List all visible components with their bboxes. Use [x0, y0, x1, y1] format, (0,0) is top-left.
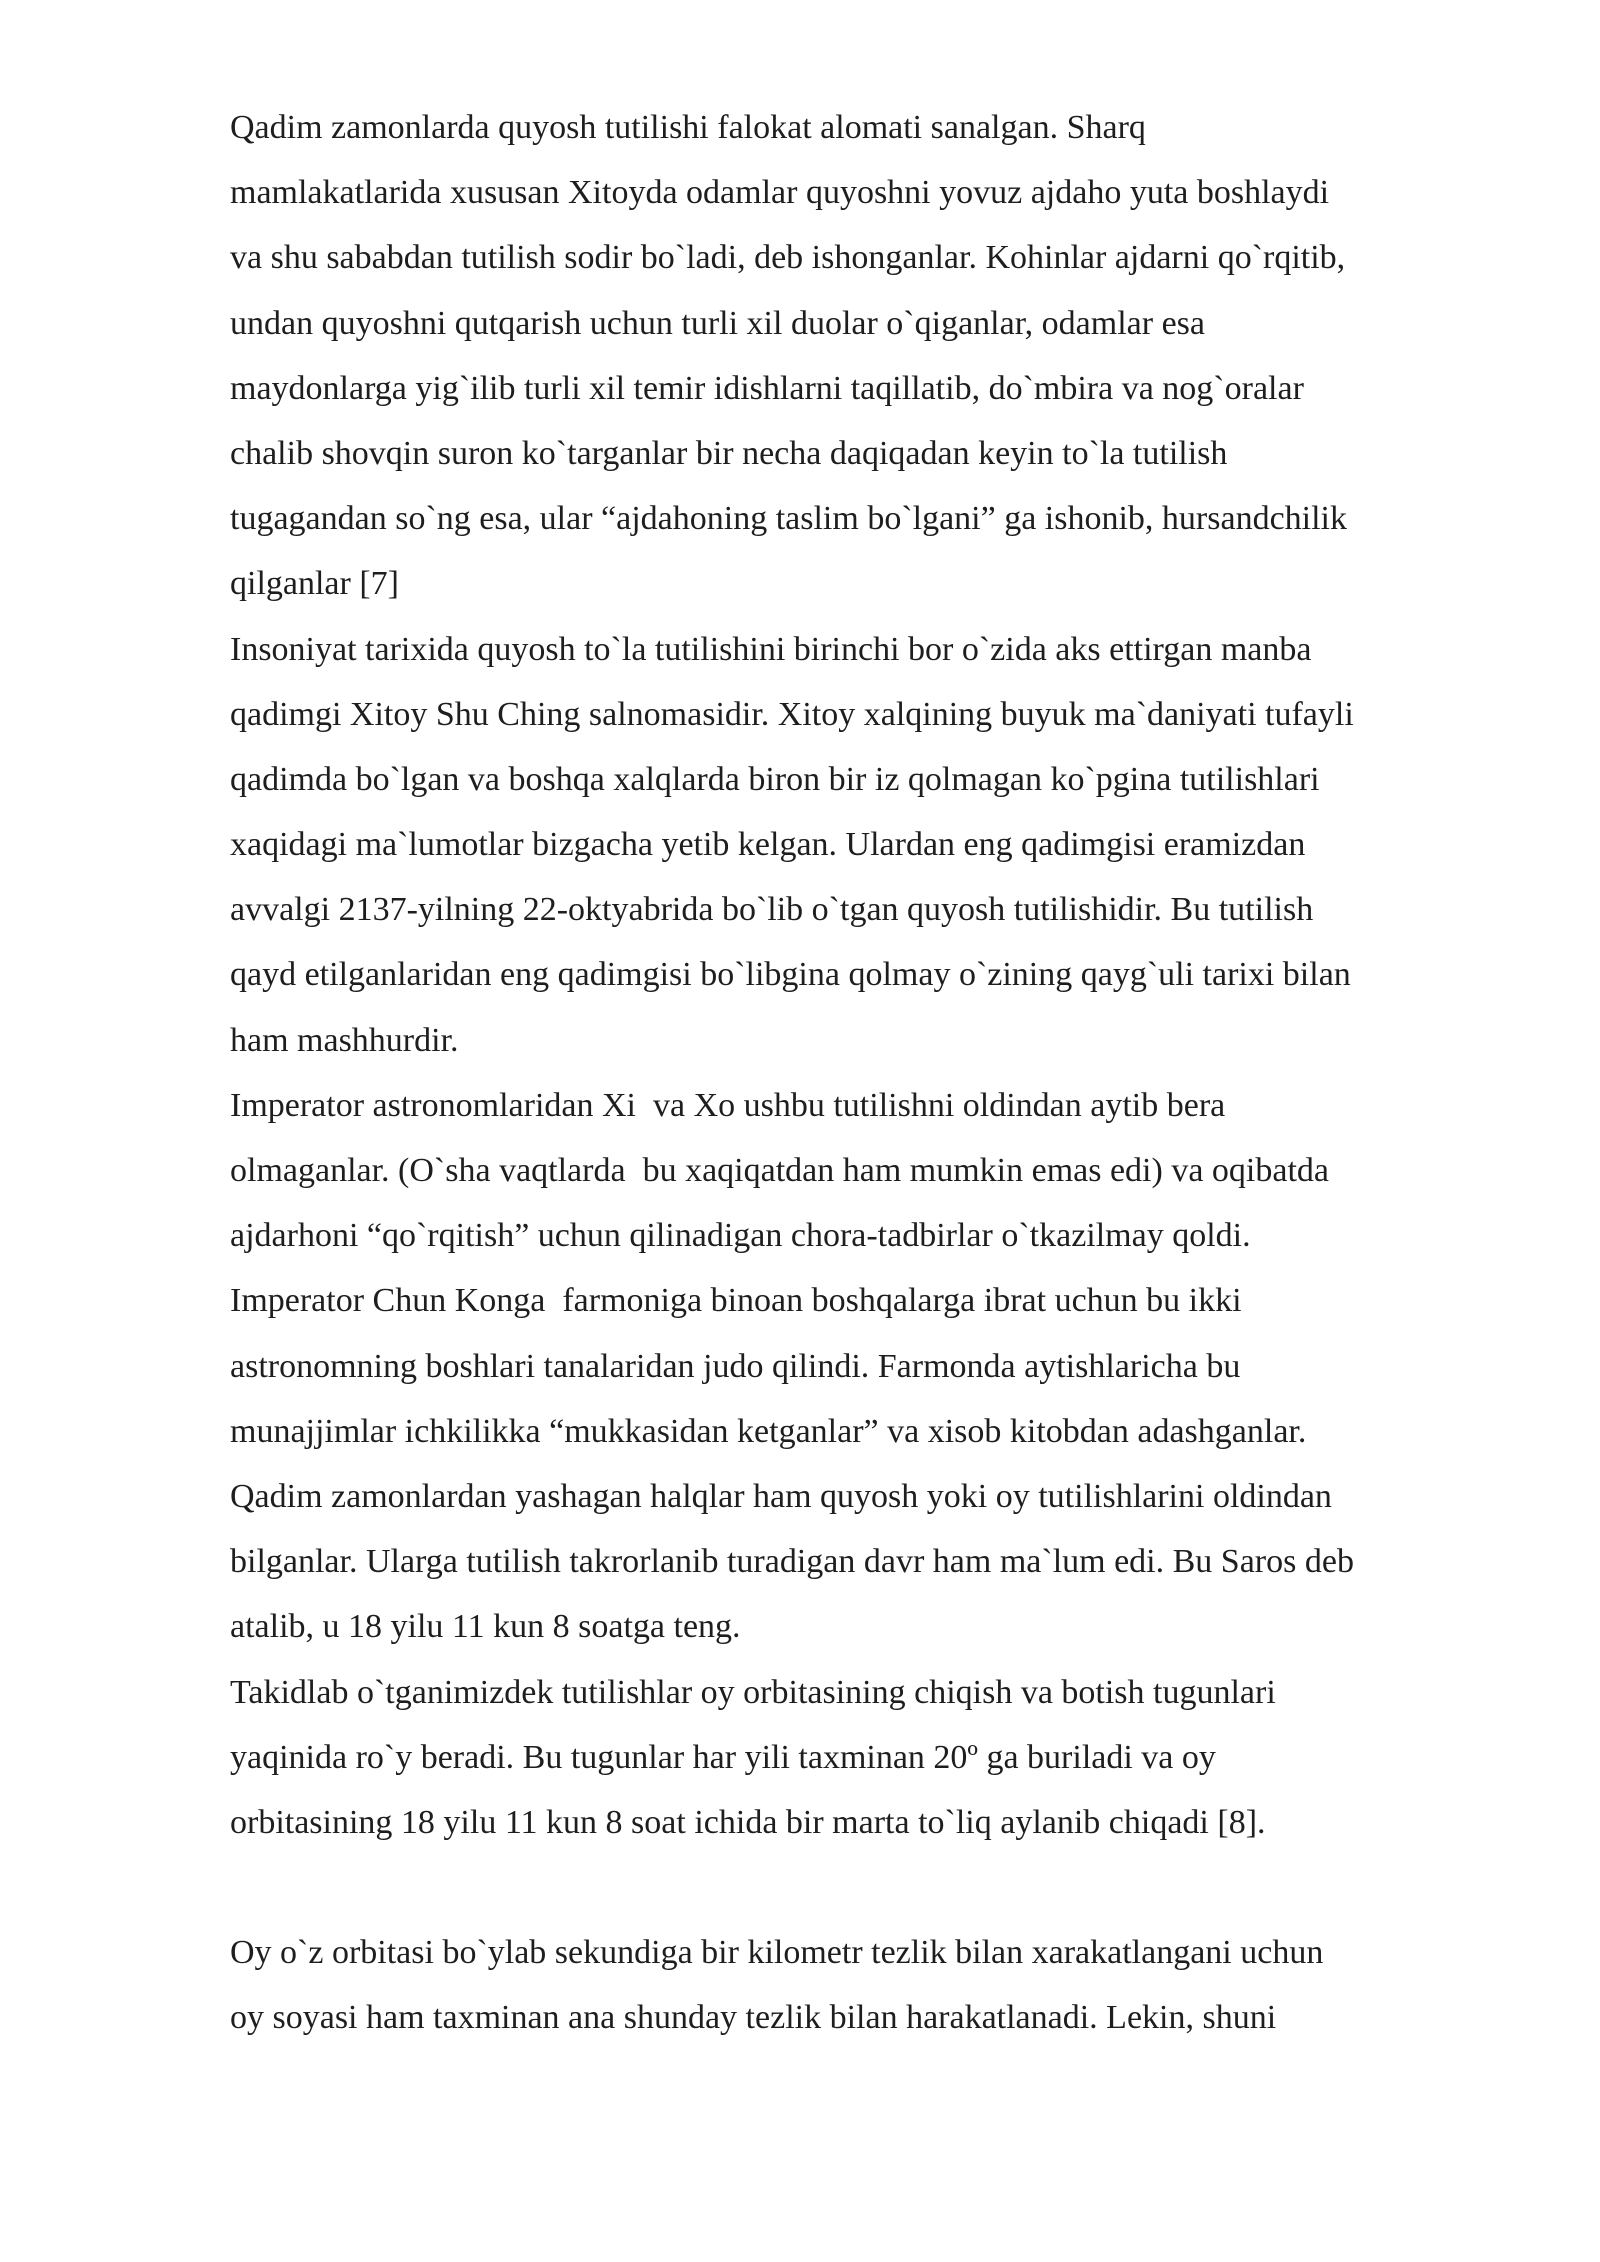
text-line: Takidlab o`tganimizdek tutilishlar oy orbitasining chiqish va botish tugunlari — [230, 1673, 1276, 1711]
text-line: chalib shovqin suron ko`targanlar bir necha daqiqadan keyin to`la tutilish — [230, 434, 1228, 472]
text-line: mamlakatlarida xususan Xitoyda odamlar quyoshni yovuz ajdaho yuta boshlaydi — [230, 174, 1330, 212]
text-line: Imperator Chun Konga farmoniga binoan boshqalarga ibrat uchun bu ikki — [230, 1282, 1242, 1320]
text-line: maydonlarga yig`ilib turli xil temir idishlarni taqillatib, do`mbira va nog`oralar — [230, 369, 1304, 407]
text-line: orbitasining 18 yilu 11 kun 8 soat ichida bir marta to`liq aylanib chiqadi [8]. — [230, 1803, 1266, 1841]
text-line: qadimgi Xitoy Shu Ching salnomasidir. Xitoy xalqining buyuk ma`daniyati tufayli — [230, 695, 1354, 733]
text-line: avvalgi 2137-yilning 22-oktyabrida bo`lib o`tgan quyosh tutilishidir. Bu tutilish — [230, 891, 1314, 929]
paragraph-gap — [230, 1855, 1490, 1920]
text-line: Qadim zamonlarda quyosh tutilishi falokat alomati sanalgan. Sharq — [230, 109, 1146, 146]
text-line: qadimda bo`lgan va boshqa xalqlarda biron bir iz qolmagan ko`pgina tutilishlari — [230, 760, 1320, 798]
text-line: qilganlar [7] — [230, 565, 399, 603]
text-line: munajjimlar ichkilikka “mukkasidan ketganlar” va xisob kitobdan adashganlar. — [230, 1412, 1307, 1450]
text-line: olmaganlar. (O`sha vaqtlarda bu xaqiqatdan ham mumkin emas edi) va oqibatda — [230, 1152, 1329, 1189]
text-line: atalib, u 18 yilu 11 kun 8 soatga teng. — [230, 1608, 741, 1646]
text-line: tugagandan so`ng esa, ular “ajdahoning taslim bo`lgani” ga ishonib, hursandchilik — [230, 500, 1348, 538]
text-line: astronomning boshlari tanalaridan judo qilindi. Farmonda aytishlaricha bu — [230, 1347, 1241, 1385]
text-line: ham mashhurdir. — [230, 1021, 459, 1059]
text-line: va shu sababdan tutilish sodir bo`ladi, deb ishonganlar. Kohinlar ajdarni qo`rqitib, — [230, 239, 1346, 277]
text-line: qayd etilganlaridan eng qadimgisi bo`libgina qolmay o`zining qayg`uli tarixi bilan — [230, 956, 1351, 994]
text-line: bilganlar. Ularga tutilish takrorlanib turadigan davr ham ma`lum edi. Bu Saros deb — [230, 1543, 1354, 1581]
document-body — [230, 95, 1490, 2051]
text-line: Insoniyat tarixida quyosh to`la tutilishini birinchi bor o`zida aks ettirgan manba — [230, 630, 1312, 668]
text-line: xaqidagi ma`lumotlar bizgacha yetib kelgan. Ulardan eng qadimgisi eramizdan — [230, 826, 1306, 864]
text-line: oy soyasi ham taxminan ana shunday tezlik bilan harakatlanadi. Lekin, shuni — [230, 1999, 1277, 2037]
text-line: Oy o`z orbitasi bo`ylab sekundiga bir kilometr tezlik bilan xarakatlangani uchun — [230, 1934, 1324, 1972]
text-line: yaqinida ro`y beradi. Bu tugunlar har yili taxminan 20º ga buriladi va oy — [230, 1738, 1216, 1776]
text-line: undan quyoshni qutqarish uchun turli xil duolar o`qiganlar, odamlar esa — [230, 304, 1205, 342]
text-line: Imperator astronomlaridan Xi va Xo ushbu tutilishni oldindan aytib bera — [230, 1086, 1226, 1124]
text-line: Qadim zamonlardan yashagan halqlar ham quyosh yoki oy tutilishlarini oldindan — [230, 1477, 1332, 1515]
text-line: ajdarhoni “qo`rqitish” uchun qilinadigan chora-tadbirlar o`tkazilmay qoldi. — [230, 1217, 1251, 1255]
